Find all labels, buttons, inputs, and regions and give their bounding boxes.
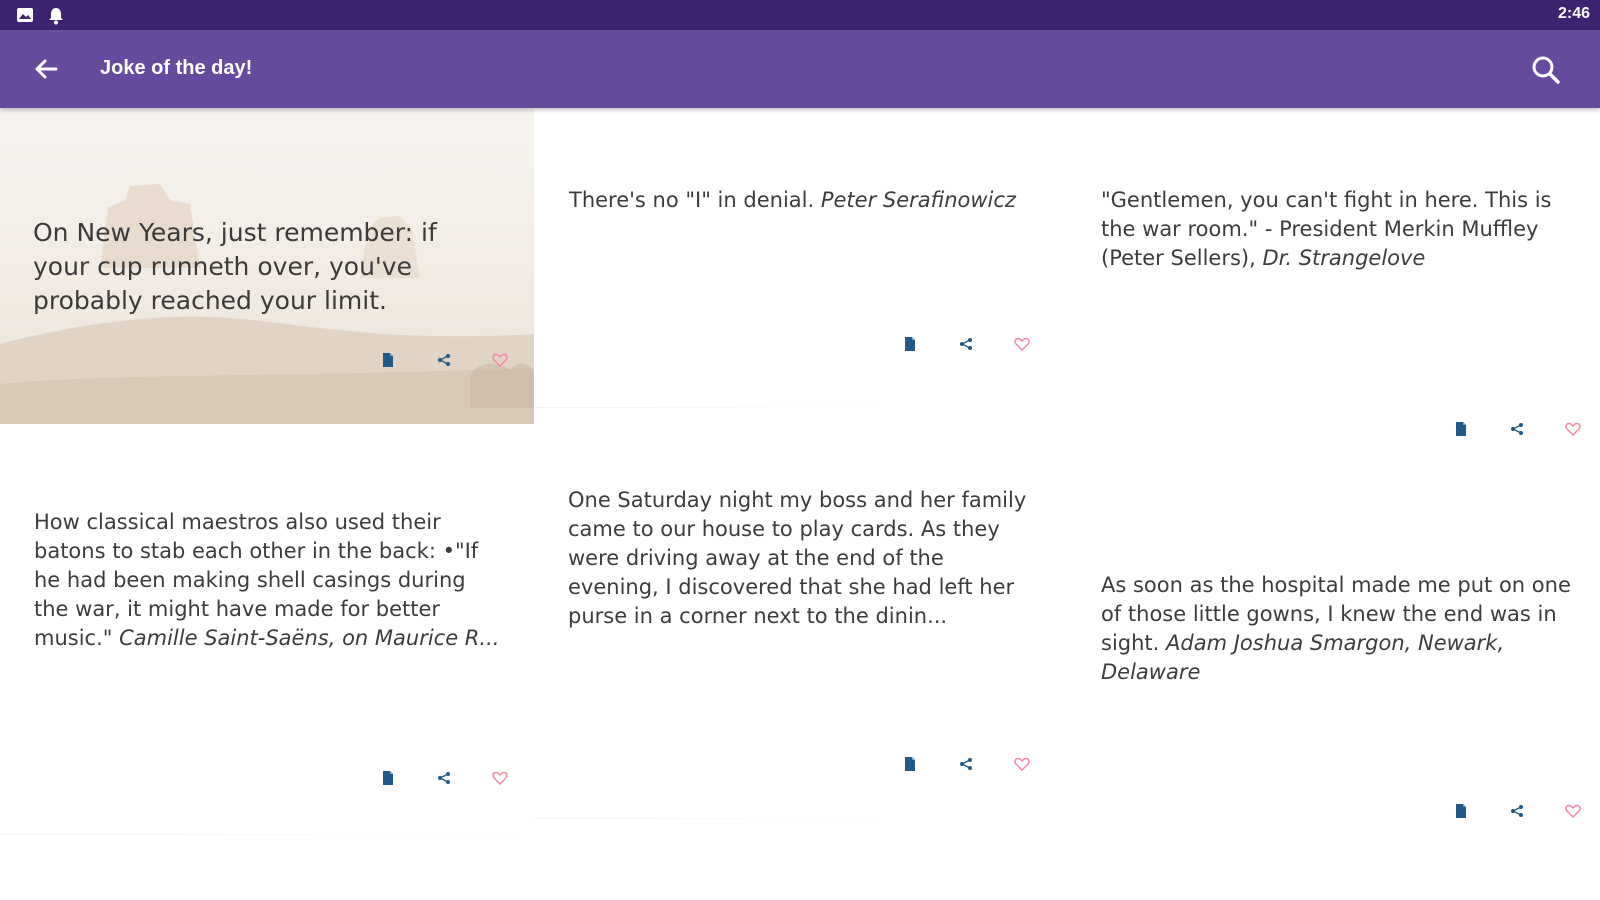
copy-button[interactable] (898, 332, 922, 356)
card-divider (0, 834, 534, 835)
bell-icon (48, 7, 64, 29)
heart-icon (1014, 337, 1030, 351)
joke-body: How classical maestros also used their batons to stab each other in the back: •"If he had been making shell casings during the war, it might have made for better music." (34, 510, 479, 650)
joke-author: Peter Serafinowicz (820, 188, 1016, 212)
joke-card[interactable] (1067, 108, 1600, 463)
copy-button[interactable] (376, 766, 400, 790)
copy-button[interactable] (1449, 799, 1473, 823)
joke-text (34, 508, 504, 653)
share-icon (1510, 804, 1524, 818)
favorite-button[interactable] (1010, 752, 1034, 776)
heart-icon (1014, 757, 1030, 771)
favorite-button[interactable] (1561, 417, 1585, 441)
card-actions (376, 348, 534, 372)
share-button[interactable] (954, 752, 978, 776)
card-actions (898, 332, 1058, 356)
joke-body: One Saturday night my boss and her family came to our house to play cards. As they were driving away at the end of the evening, I discovered that she had left her purse in a corner next to the dinin... (568, 488, 1027, 628)
joke-body: There's no "I" in denial. (569, 188, 815, 212)
joke-card[interactable] (1067, 463, 1600, 863)
heart-icon (1565, 422, 1581, 436)
joke-body: "Gentlemen, you can't fight in here. This is the war room." - President Merkin Muffley (Peter Sellers), (1101, 188, 1552, 270)
favorite-button[interactable] (488, 766, 512, 790)
joke-author: Dr. Strangelove (1262, 246, 1426, 270)
copy-icon (903, 756, 917, 772)
copy-button[interactable] (898, 752, 922, 776)
card-actions (898, 752, 1058, 776)
joke-author: Camille Saint-Saëns, on Maurice R... (119, 626, 500, 650)
copy-icon (381, 352, 395, 368)
status-bar (0, 0, 1600, 30)
joke-card[interactable] (0, 424, 534, 834)
favorite-button[interactable] (1010, 332, 1034, 356)
share-button[interactable] (1505, 799, 1529, 823)
copy-icon (1454, 803, 1468, 819)
favorite-button[interactable] (488, 348, 512, 372)
copy-icon (1454, 421, 1468, 437)
joke-text (569, 186, 1049, 215)
joke-card[interactable] (534, 108, 1067, 408)
share-button[interactable] (432, 766, 456, 790)
share-button[interactable] (1505, 417, 1529, 441)
image-icon (16, 7, 34, 27)
share-icon (437, 771, 451, 785)
back-button[interactable] (26, 49, 66, 89)
share-button[interactable] (954, 332, 978, 356)
copy-icon (903, 336, 917, 352)
heart-icon (492, 771, 508, 785)
joke-author: Adam Joshua Smargon, Newark, Delaware (1101, 631, 1505, 684)
joke-body: On New Years, just remember: if your cup runneth over, you've probably reached your limit. (33, 218, 437, 315)
share-icon (1510, 422, 1524, 436)
share-icon (959, 337, 973, 351)
joke-text (568, 486, 1038, 631)
joke-card[interactable] (534, 408, 1067, 818)
favorite-button[interactable] (1561, 799, 1585, 823)
app-bar (0, 30, 1600, 108)
copy-button[interactable] (376, 348, 400, 372)
joke-body: As soon as the hospital made me put on one of those little gowns, I knew the end was in sight. (1101, 573, 1571, 655)
joke-text (1101, 186, 1571, 273)
joke-text (33, 216, 473, 318)
arrow-left-icon (26, 49, 66, 89)
copy-button[interactable] (1449, 417, 1473, 441)
heart-icon (492, 353, 508, 367)
joke-card[interactable] (0, 108, 534, 424)
share-icon (959, 757, 973, 771)
card-divider (534, 818, 894, 819)
heart-icon (1565, 804, 1581, 818)
joke-text (1101, 571, 1571, 687)
status-time: 2:46 (1557, 5, 1590, 22)
card-actions (376, 766, 536, 790)
search-icon (1526, 50, 1566, 90)
search-button[interactable] (1526, 50, 1566, 90)
copy-icon (381, 770, 395, 786)
card-actions (1449, 417, 1600, 441)
share-icon (437, 353, 451, 367)
card-actions (1449, 799, 1600, 823)
page-title: Joke of the day! (100, 57, 253, 79)
share-button[interactable] (432, 348, 456, 372)
